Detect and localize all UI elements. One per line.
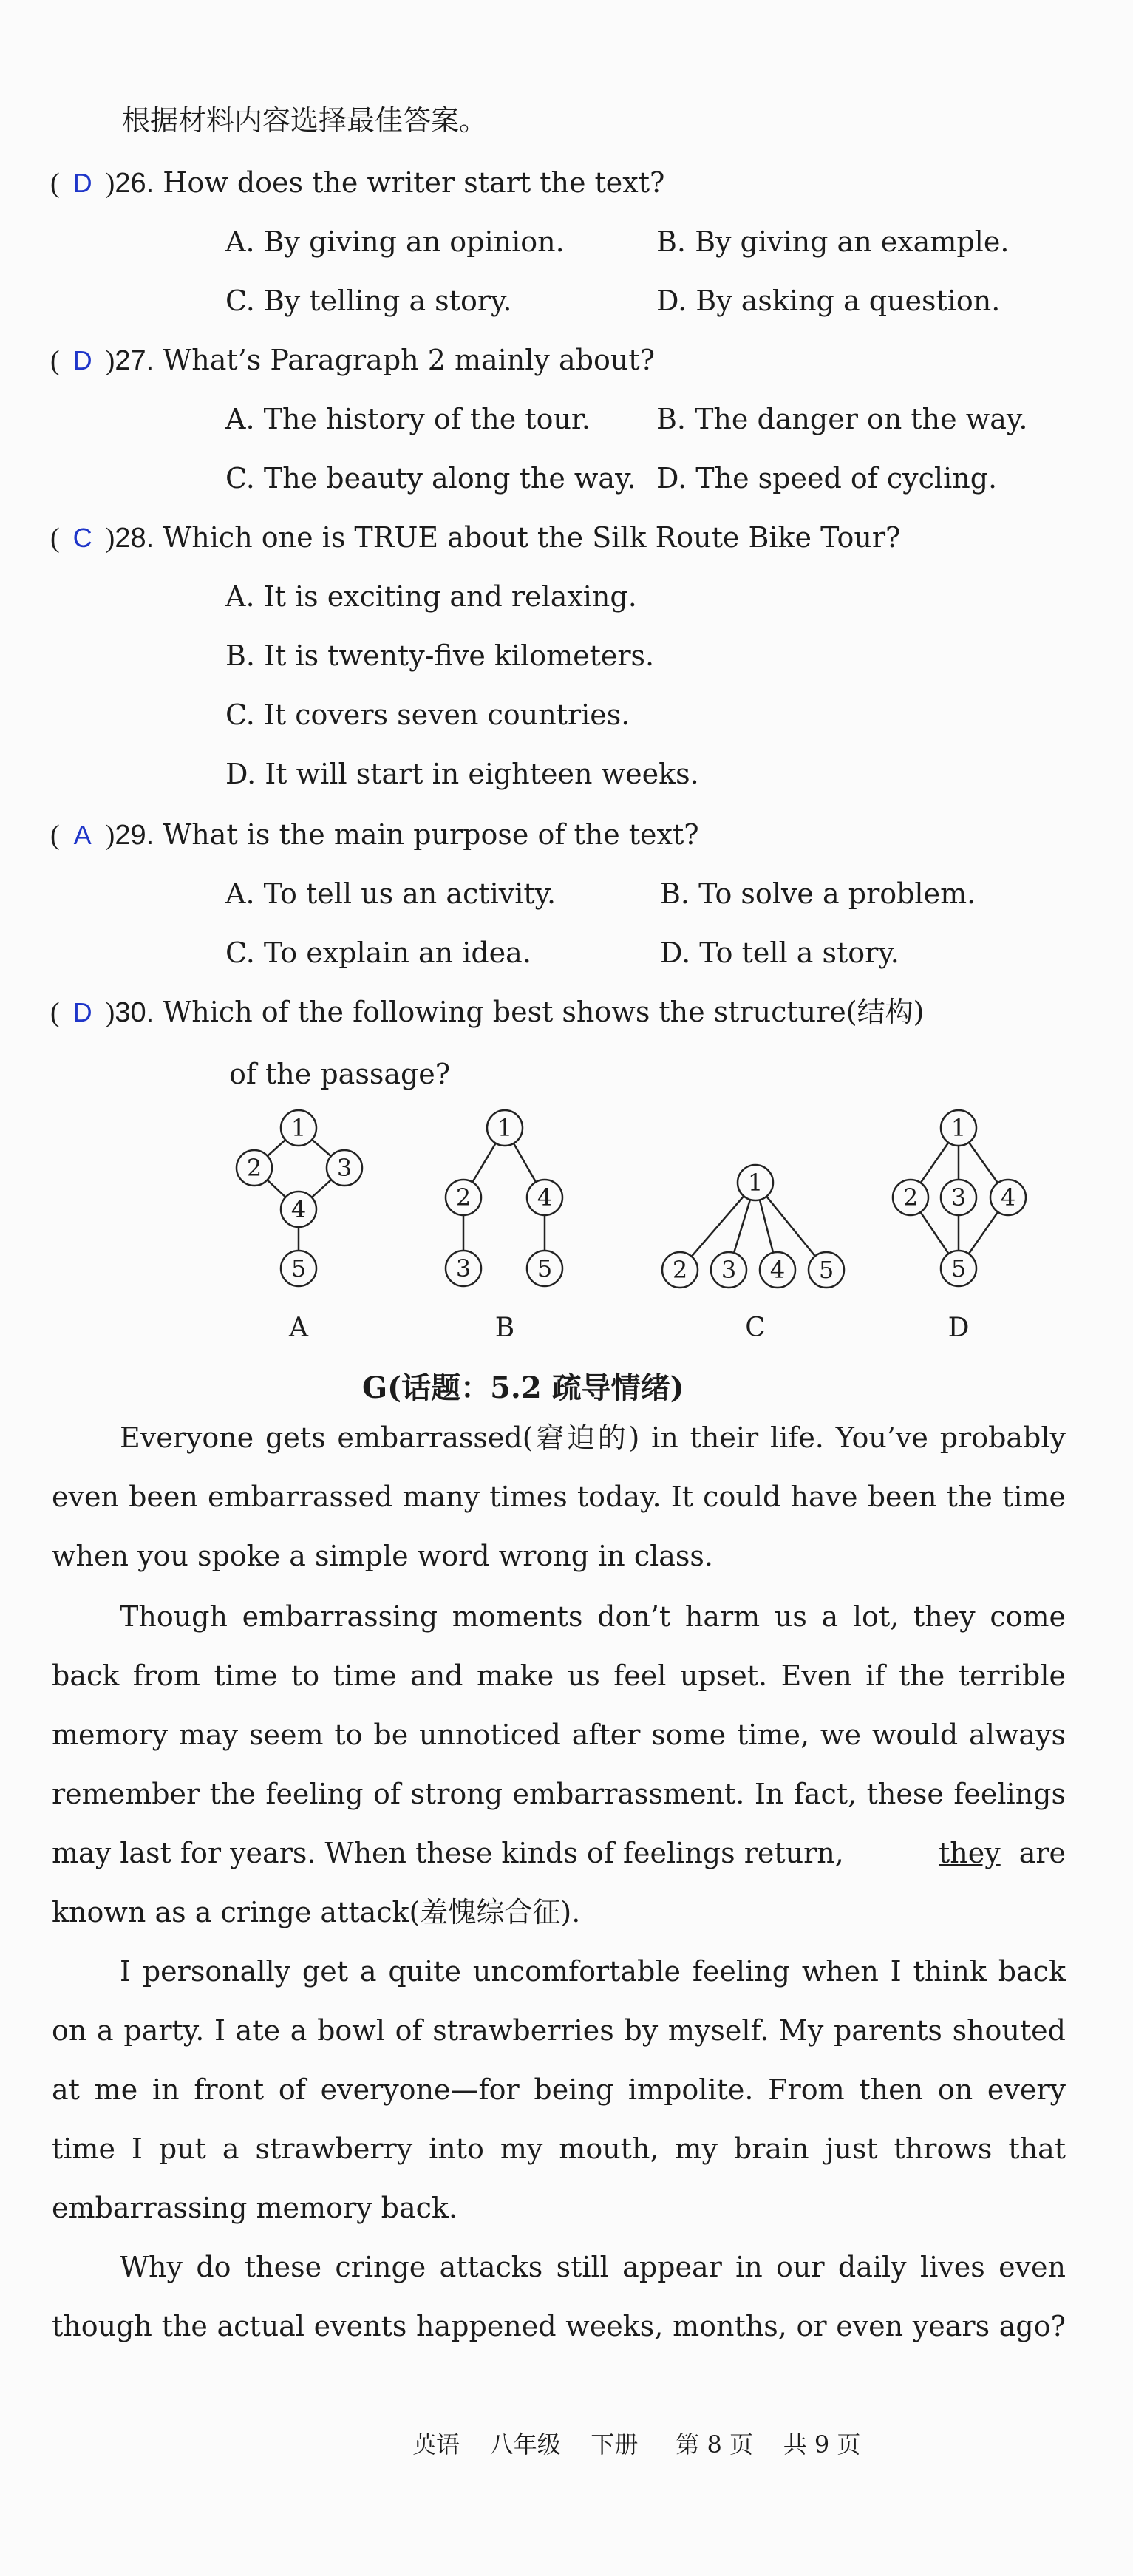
diagram-node-label: 1 [747, 1169, 763, 1197]
diagram-node-label: 3 [950, 1183, 967, 1211]
question-stem: Which one is TRUE about the Silk Route Bike Tour? [163, 521, 901, 554]
question-stem: How does the writer start the text? [163, 166, 665, 199]
answer-26: D [72, 168, 92, 198]
passage-line: known as a cringe attack(羞愧综合征). [52, 1896, 581, 1928]
option-a: A. It is exciting and relaxing. [225, 580, 637, 613]
option-c: C. To explain an idea. [225, 937, 531, 969]
diagram-label-b: B [494, 1313, 515, 1343]
question-28: ( C )28. Which one is TRUE about the Silk Route Bike Tour? [50, 519, 900, 557]
option-b: B. It is twenty-five kilometers. [225, 639, 655, 672]
diagram-node-label: 3 [455, 1254, 472, 1282]
diagram-node-label: 2 [246, 1154, 262, 1182]
diagram-node-label: 1 [497, 1114, 513, 1142]
diagram-node-label: 2 [672, 1256, 688, 1284]
answer-28: C [72, 523, 92, 553]
passage-line: even been embarrassed many times today. It could have been the time [52, 1481, 1066, 1513]
diagram-node-label: 2 [902, 1183, 919, 1211]
option-d: D. By asking a question. [656, 285, 1001, 317]
diagram-node-label: 4 [290, 1195, 307, 1223]
diagram-label-a: A [289, 1313, 308, 1343]
diagram-node-label: 2 [455, 1183, 472, 1211]
question-number: 27. [115, 345, 154, 376]
passage-line [52, 1835, 1066, 1872]
question-stem: Which of the following best shows the structure(结构) [163, 996, 925, 1028]
question-27: ( D )27. What’s Paragraph 2 mainly about? [50, 341, 655, 379]
diagram-node-label: 5 [950, 1254, 967, 1282]
diagram-node-label: 1 [950, 1114, 967, 1142]
footer-volume: 下册 [591, 2430, 639, 2458]
passage-line: Everyone gets embarrassed(窘迫的) in their life. You’ve probably [120, 1421, 1066, 1454]
question-stem-continued: of the passage? [229, 1058, 451, 1090]
passage-text: are [1018, 1837, 1066, 1869]
diagram-node-label: 5 [818, 1256, 834, 1284]
diagram-node-label: 1 [290, 1114, 307, 1142]
passage-line: back from time to time and make us feel upset. Even if the terrible [52, 1659, 1066, 1692]
passage-line: at me in front of everyone—for being impolite. From then on every [52, 2073, 1066, 2106]
question-number: 30. [115, 997, 154, 1028]
question-30: ( D )30. Which of the following best shows the structure(结构) [50, 993, 924, 1031]
page-footer [412, 2426, 860, 2460]
question-number: 26. [115, 168, 154, 199]
answer-30: D [72, 997, 92, 1027]
passage-line: embarrassing memory back. [52, 2192, 458, 2224]
structure-diagrams [207, 1101, 1094, 1353]
passage-line: on a party. I ate a bowl of strawberries by myself. My parents shouted [52, 2014, 1066, 2047]
section-heading: G(话题：5.2 疏导情绪) [362, 1370, 684, 1405]
diagram-node-label: 4 [1000, 1183, 1016, 1211]
passage-line: memory may seem to be unnoticed after some time, we would always [52, 1719, 1066, 1751]
footer-page: 第 8 页 [676, 2430, 753, 2458]
diagram-node-label: 4 [537, 1183, 553, 1211]
instruction-text: 根据材料内容选择最佳答案。 [122, 104, 488, 137]
option-c: C. By telling a story. [225, 285, 512, 317]
answer-29: A [73, 820, 92, 850]
option-d: D. It will start in eighteen weeks. [225, 758, 699, 790]
option-a: A. To tell us an activity. [225, 877, 557, 910]
question-number: 28. [115, 523, 154, 554]
footer-grade: 八年级 [489, 2430, 561, 2458]
passage-line: though the actual events happened weeks, months, or even years ago? [52, 2310, 1066, 2342]
question-26: ( D )26. How does the writer start the text? [50, 164, 664, 202]
question-29: ( A )29. What is the main purpose of the text? [50, 816, 699, 854]
passage-line: Why do these cringe attacks still appear in our daily lives even [120, 2251, 1066, 2283]
footer-subject: 英语 [412, 2430, 460, 2458]
diagram-node-label: 3 [336, 1154, 353, 1182]
answer-27: D [72, 345, 92, 375]
option-c: C. It covers seven countries. [225, 699, 630, 731]
footer-total: 共 9 页 [783, 2430, 861, 2458]
passage-line: Though embarrassing moments don’t harm us a lot, they come [120, 1600, 1066, 1633]
option-a: A. By giving an opinion. [225, 225, 565, 258]
diagram-node-label: 4 [769, 1256, 786, 1284]
passage-text: may last for years. When these kinds of feelings return, [52, 1837, 844, 1869]
question-number: 29. [115, 820, 154, 851]
diagram-node-label: 5 [290, 1254, 307, 1282]
option-d: D. To tell a story. [660, 937, 899, 969]
passage-line: I personally get a quite uncomfortable feeling when I think back [120, 1955, 1066, 1988]
passage-line: when you spoke a simple word wrong in class. [52, 1540, 714, 1572]
diagram-node-label: 5 [537, 1254, 553, 1282]
underlined-word: they [939, 1837, 1001, 1869]
question-stem: What’s Paragraph 2 mainly about? [163, 344, 655, 376]
option-d: D. The speed of cycling. [656, 462, 998, 495]
diagram-label-d: D [947, 1313, 970, 1343]
passage-line: time I put a strawberry into my mouth, my brain just throws that [52, 2132, 1066, 2165]
option-b: B. To solve a problem. [660, 877, 976, 910]
question-stem: What is the main purpose of the text? [163, 818, 699, 851]
option-a: A. The history of the tour. [225, 403, 591, 435]
option-c: C. The beauty along the way. [225, 462, 636, 495]
option-b: B. By giving an example. [656, 225, 1010, 258]
passage-line: remember the feeling of strong embarrassment. In fact, these feelings [52, 1778, 1066, 1810]
diagram-label-c: C [745, 1313, 766, 1343]
diagram-node-label: 3 [721, 1256, 737, 1284]
option-b: B. The danger on the way. [656, 403, 1028, 435]
